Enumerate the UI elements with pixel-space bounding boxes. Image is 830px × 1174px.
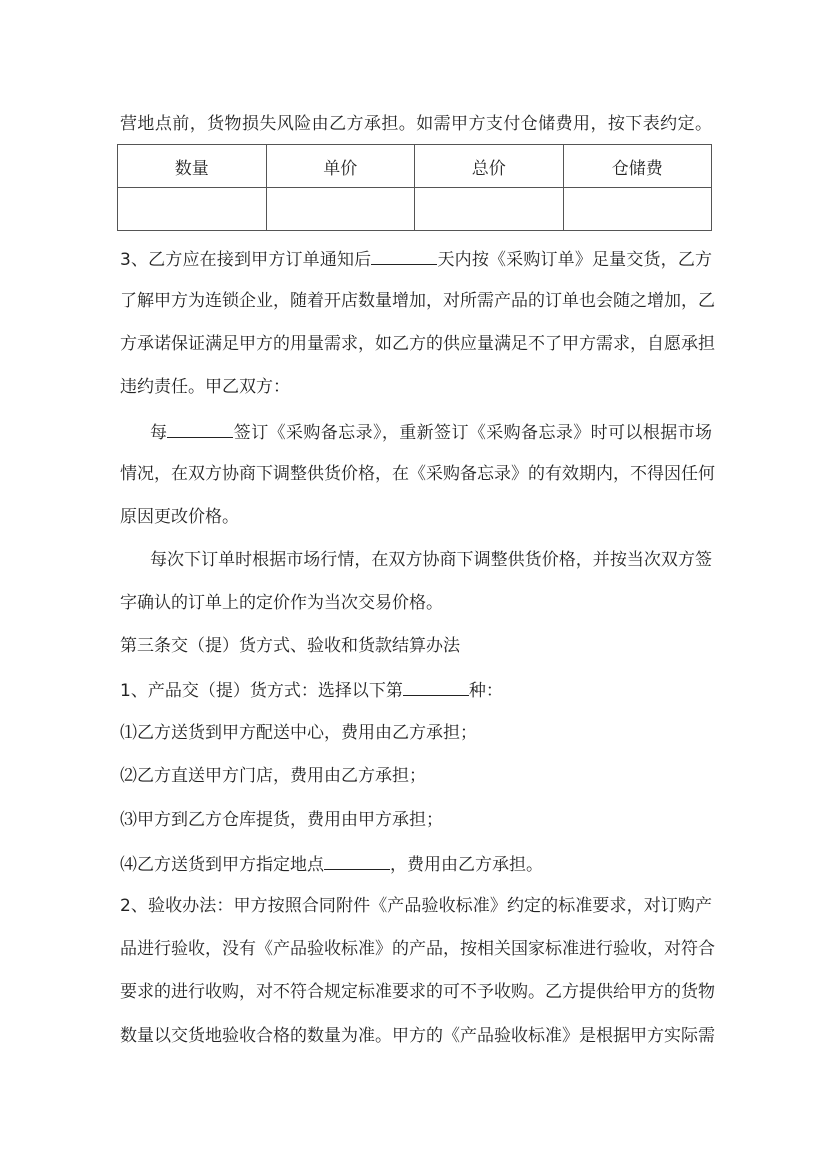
table-cell (563, 188, 712, 231)
table-row (118, 188, 712, 231)
paragraph-line: 2、验收办法：甲方按照合同附件《产品验收标准》约定的标准要求，对订购产 (120, 896, 712, 916)
paragraph-line: 违约责任。甲乙双方： (120, 377, 290, 397)
paragraph-line: 数量以交货地验收合格的数量为准。甲方的《产品验收标准》是根据甲方实际需 (120, 1026, 715, 1046)
header-cell: 仓储费 (563, 145, 712, 188)
fill-blank (403, 678, 469, 696)
text: ⑷乙方送货到甲方指定地点 (120, 855, 324, 875)
paragraph-line: 情况，在双方协商下调整供货价格，在《采购备忘录》的有效期内，不得因任何 (120, 464, 715, 484)
paragraph-line: 营地点前，货物损失风险由乙方承担。如需甲方支付仓储费用，按下表约定。 (120, 114, 712, 134)
header-cell: 数量 (118, 145, 267, 188)
text: ，费用由乙方承担。 (390, 855, 543, 875)
option-item (120, 852, 712, 876)
paragraph-line: 每次下订单时根据市场行情，在双方协商下调整供货价格，并按当次双方签 (150, 550, 712, 570)
text: 种： (468, 681, 503, 701)
text: 每 (150, 423, 168, 443)
fill-blank (167, 420, 233, 438)
paragraph-line (150, 420, 712, 444)
text: 1、产品交（提）货方式：选择以下第 (120, 681, 403, 701)
option-item: ⑵乙方直送甲方门店，费用由乙方承担； (120, 766, 426, 786)
table-cell (266, 188, 415, 231)
header-cell: 总价 (415, 145, 564, 188)
paragraph-line: 了解甲方为连锁企业，随着开店数量增加，对所需产品的订单也会随之增加，乙 (120, 291, 715, 311)
table-header-row (118, 145, 712, 188)
table-cell (118, 188, 267, 231)
text: 3、乙方应在接到甲方订单通知后 (120, 250, 372, 270)
section-heading: 第三条交（提）货方式、验收和货款结算办法 (120, 636, 460, 656)
paragraph-line (120, 247, 712, 271)
paragraph-line: 要求的进行收购，对不符合规定标准要求的可不予收购。乙方提供给甲方的货物 (120, 982, 715, 1002)
paragraph-line: 原因更改价格。 (120, 507, 239, 527)
text: 天内按《采购订单》足量交货，乙方 (437, 250, 712, 270)
text: 签订《采购备忘录》，重新签订《采购备忘录》时可以根据市场 (233, 423, 713, 443)
table-cell (415, 188, 564, 231)
paragraph-line (120, 678, 712, 702)
header-cell: 单价 (266, 145, 415, 188)
fill-blank (371, 247, 437, 265)
storage-fee-table (117, 144, 712, 231)
paragraph-line: 品进行验收，没有《产品验收标准》的产品，按相关国家标准进行验收，对符合 (120, 939, 715, 959)
option-item: ⑶甲方到乙方仓库提货，费用由甲方承担； (120, 810, 443, 830)
fill-blank (324, 852, 390, 870)
option-item: ⑴乙方送货到甲方配送中心，费用由乙方承担； (120, 723, 477, 743)
paragraph-line: 字确认的订单上的定价作为当次交易价格。 (120, 593, 443, 613)
paragraph-line: 方承诺保证满足甲方的用量需求，如乙方的供应量满足不了甲方需求，自愿承担 (120, 334, 715, 354)
